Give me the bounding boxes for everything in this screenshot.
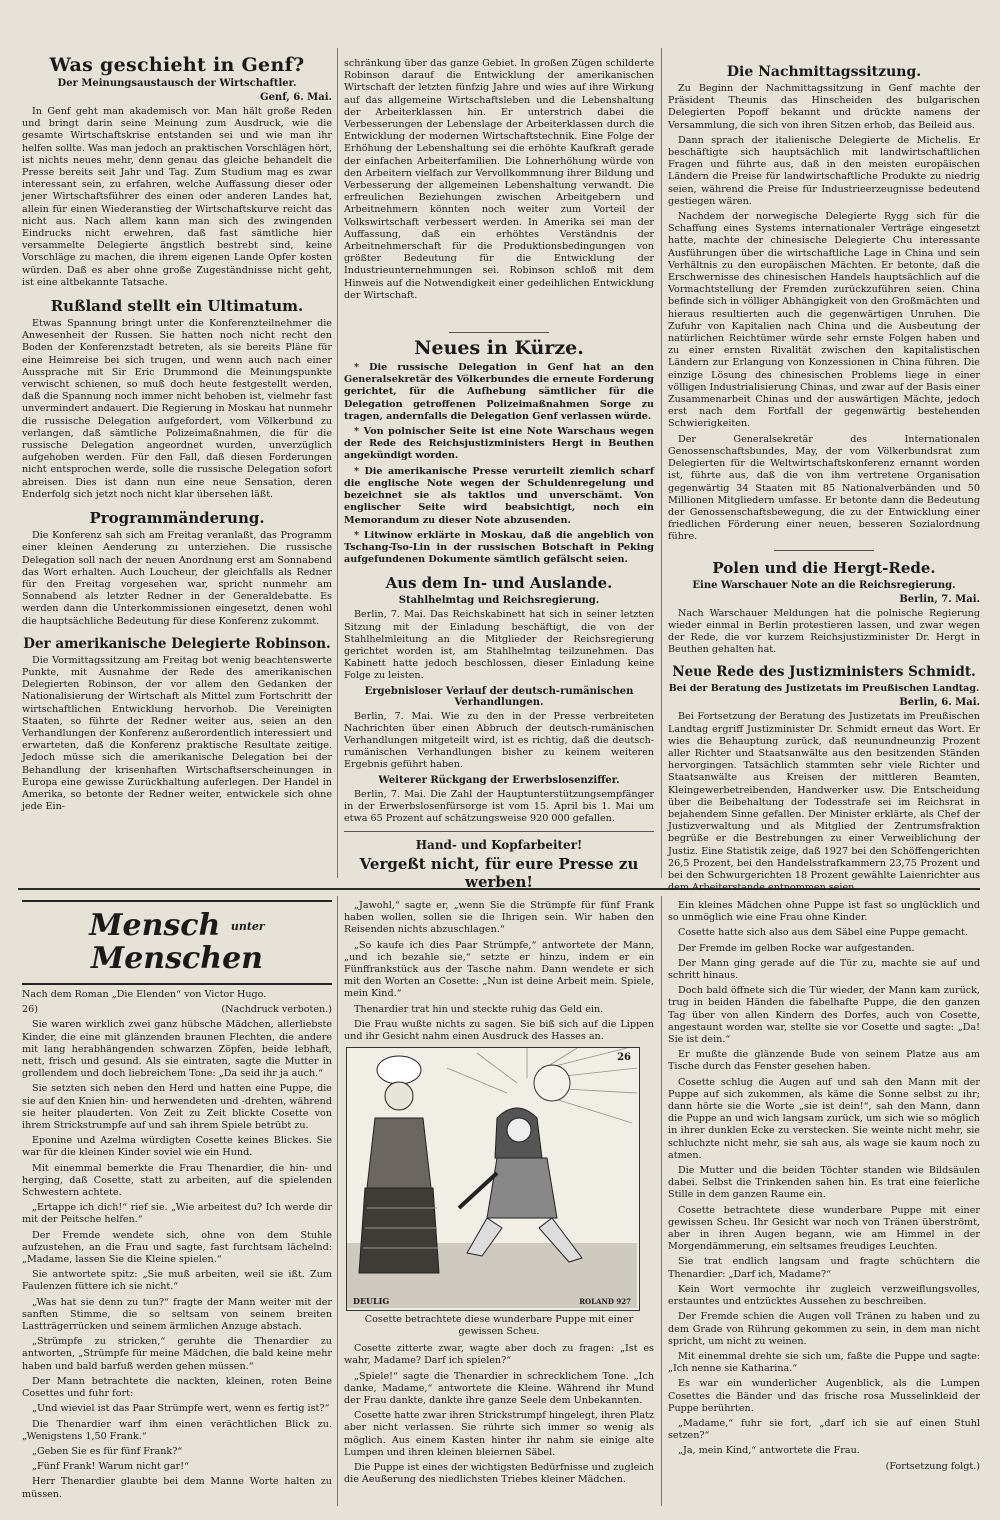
feuilleton-column-middle	[344, 900, 654, 1510]
news-item: * Von polnischer Seite ist eine Note Warschaus wegen der Rede des Reichsjustizministers Hergt in Beuthen angekündigt worden.	[344, 426, 654, 462]
paragraph: „Was hat sie denn zu tun?“ fragte der Mann weiter mit der sanften Stimme, die so seltsam von seinem breiten Lastträgerrücken und seinem ärmlichen Anzuge abstach.	[22, 1296, 332, 1333]
paragraph: Berlin, 7. Mai. Wie zu den in der Presse verbreiteten Nachrichten über einen Abbruch der deutsch-rumänischen Verhandlungen mitgeteilt wird, ist es richtig, daß die deutsch-rumänischen Verhandlungen bisher zu keinem weiteren Ergebnis geführt haben.	[344, 710, 654, 771]
installment-line	[22, 1004, 332, 1016]
article-column-middle	[344, 58, 654, 892]
paragraph: Der Mann betrachtete die nackten, kleinen, roten Beine Cosettes und fuhr fort:	[22, 1375, 332, 1400]
paragraph: „Geben Sie es für fünf Frank?“	[32, 1445, 183, 1457]
paragraph: Cosette schlug die Augen auf und sah den Mann mit der Puppe auf sich zukommen, als käme die Sonne selbst zu ihr; dann hörte sie die Worte „sie ist dein!“, sah den Mann, dann die Puppe an und wich langsam zurück, um sich wie so möglich in ihrer dunklen Ecke zu verstecken. Sie weinte nicht mehr, sie schluchzte nicht mehr, sie sah aus, als wage sie kaum noch zu atmen.	[668, 1076, 980, 1161]
story-text	[668, 900, 980, 1458]
section-heading: Rußland stellt ein Ultimatum.	[50, 297, 304, 316]
illustration-credit: DEULIG	[353, 1296, 390, 1307]
paragraph: Herr Thenardier glaubte bei dem Manne Worte halten zu müssen.	[22, 1476, 332, 1500]
section-heading: Neues in Kürze.	[414, 337, 584, 360]
subheading: Ergebnisloser Verlauf der deutsch-rumänischen Verhandlungen.	[364, 685, 634, 708]
paragraph: „Ertappe ich dich!“ rief sie. „Wie arbeitest du? Ich werde dir mit der Peitsche helfen.“	[22, 1202, 332, 1226]
paragraph: Die Puppe ist eines der wichtigsten Bedürfnisse und zugleich die Aeußerung des niedlichsten Triebes kleiner Mädchen.	[344, 1462, 654, 1486]
paragraph: Thenardier trat hin und steckte ruhig das Geld ein.	[354, 1003, 604, 1015]
paragraph: In Genf geht man akademisch vor. Man hält große Reden und bringt darin seine Meinung zum Ausdruck, wie die gesamte Wirtschaftskrise entstanden sei und wie man ihr helfen sollte. Was man jedoch an praktischen Vorschlägen hört, ist nichts neues mehr, denn genau das gleiche behandelt die Presse bereits seit Jahr und Tag. Zum Studium mag es zwar interessant sein, zu erfahren, welche Auffassung dieser oder jener Wirtschaftsführer des einen oder anderen Landes hat, allein für einen Wiederanstieg der Wirtschaftskurve reicht das nicht aus. Nach allem kann man sich des zwingenden Eindrucks nicht erwehren, daß fast sämtliche hier versammelte Delegierte ängstlich bestrebt sind, keine Vorschläge zu machen, die ihrem eigenen Lande Opfer kosten würden. Daß es aber ohne große Zugeständnisse nicht geht, ist eine altbekannte Tatsache.	[22, 106, 332, 288]
divider	[774, 550, 874, 551]
paragraph: Berlin, 7. Mai. Die Zahl der Hauptunterstützungsempfänger in der Erwerbslosenfürsorge ist vom 15. April bis 1. Mai um etwa 65 Prozent auf schätzungsweise 920 000 gefallen.	[344, 788, 654, 824]
column-rule	[337, 48, 338, 878]
paragraph: Der Fremde schien die Augen voll Tränen zu haben und zu dem Grade von Rührung gekommen zu sein, in dem man nicht spricht, um nicht zu weinen.	[668, 1311, 980, 1347]
doll-figure	[359, 1056, 439, 1273]
paragraph: Er mußte die glänzende Bude von seinem Platze aus am Tische durch das Fenster gesehen haben.	[668, 1049, 980, 1073]
article-title: Was geschieht in Genf?	[49, 54, 305, 76]
story-text	[22, 1019, 332, 1500]
paragraph: Dann sprach der italienische Delegierte de Michelis. Er beschäftigte sich hauptsächlich mit landwirtschaftlichen Fragen und führte aus, daß in den meisten europäischen Ländern die Preise für landwirtschaftliche Produkte zu niedrig seien, während die Preise für Industrieerzeugnisse bedeutend gestiegen wären.	[668, 134, 980, 207]
paragraph: Die Thenardier warf ihm einen verächtlichen Blick zu. „Wenigstens 1,50 Frank.“	[22, 1418, 332, 1442]
article-column-right	[668, 56, 980, 894]
subheading: Weiterer Rückgang der Erwerbslosenziffer.	[378, 774, 620, 786]
column-rule	[661, 48, 662, 878]
section-heading: Programmänderung.	[89, 509, 265, 528]
story-text	[344, 1343, 654, 1486]
paragraph: Cosette betrachtete diese wunderbare Puppe mit einer gewissen Scheu. Ihr Gesicht war noch von Tränen überströmt, aber in ihren Augen begann, wie am Himmel in der Morgendämmerung, ein seltsames freudiges Leuchten.	[668, 1204, 980, 1253]
illustration-caption: Cosette betrachtete diese wunderbare Puppe mit einer gewissen Scheu.	[364, 1314, 634, 1338]
subheading: Bei der Beratung des Justizetats im Preußischen Landtag.	[668, 683, 980, 695]
article-subtitle: Der Meinungsaustausch der Wirtschaftler.	[57, 78, 297, 89]
masthead-word: unter	[230, 920, 265, 933]
feuilleton-column-left	[22, 900, 332, 1510]
paragraph: Der Generalsekretär des Internationalen Genossenschaftsbundes, May, der vom Völkerbundsrat zum Delegierten für die Weltwirtschaftskonferenz ernannt worden ist, führte aus, daß die von ihm vertretene Organisation gegenwärtig 34 Staaten mit 85 Nationalverbänden und 50 Millionen Mitgliedern umfasse. Er betonte dann die Bedeutung der Genossenschaftsbewegung, die zu der Entwicklung einer friedlichen Förderung einer neuen, besseren Sozialordnung führe.	[668, 433, 980, 543]
section-heading: Polen und die Hergt-Rede.	[712, 558, 936, 577]
slogan-line: Vergeßt nicht, für eure Presse zu werben!	[359, 855, 639, 892]
divider	[344, 831, 654, 832]
paragraph: Etwas Spannung bringt unter die Konferenzteilnehmer die Anwesenheit der Russen. Sie hatten noch nicht recht den Boden der Konferenzstadt betreten, als sie bereits Pläne für eine Heimreise bei sich trugen, und wenn auch nach einer Aussprache mit Sir Eric Drummond die Meinungspunkte verwischt schienen, so muß doch heute festgestellt werden, daß die Spannung noch immer nicht behoben ist, vielmehr fast unvermindert andauert. Die Regierung in Moskau hat nunmehr die russische Delegation aufgefordert, vom Völkerbund zu verlangen, daß sämtliche Polizeimaßnahmen, die für die russische Delegation angeordnet wurden, unverzüglich aufgehoben werden. Für den Fall, daß diesen Forderungen nicht entsprochen werde, solle die russische Delegation sofort abreisen. Dies ist dann nun eine neue Sensation, deren Enderfolg sich jetzt noch nicht klar übersehen läßt.	[22, 318, 332, 500]
paragraph: Sie trat endlich langsam und fragte schüchtern die Thenardier: „Darf ich, Madame?“	[668, 1256, 980, 1280]
continuation-note: (Fortsetzung folgt.)	[885, 1460, 980, 1472]
paragraph: Cosette hatte sich also aus dem Säbel eine Puppe gemacht.	[678, 927, 969, 939]
paragraph: Nach Warschauer Meldungen hat die polnische Regierung wieder einmal in Berlin protestieren lassen, und zwar wegen der Rede, die vor kurzem Reichsjustizminister Dr. Hergt in Beuthen gehalten hat.	[668, 607, 980, 656]
news-item: * Litwinow erklärte in Moskau, daß die angeblich von Tschang-Tso-Lin in der russischen Botschaft in Peking aufgefundenen Dokumente sämtlich gefälscht seien.	[344, 529, 654, 566]
paragraph: schränkung über das ganze Gebiet. In großen Zügen schilderte Robinson darauf die Entwicklung der amerikanischen Wirtschaft der letzten fünfzig Jahre und wies auf ihre Wirkung auf das allgemeine Wirtschaftsleben und die Lebenshaltung der Arbeiterklassen hin. Er unterstrich dabei die Verbesserungen der Lebenslage der Arbeiterklassen durch die Entwicklung der modernen Wirtschaftstechnik. Eine Folge der Erhöhung der Lebenshaltung sei die erhöhte Kaufkraft gerade der einfachen Arbeiterfamilien. Die Lohnerhöhung würde von den Arbeitern vielfach zur Vervollkommnung ihrer Bildung und Verbesserung der allgemeinen Lebenshaltung verwandt. Die erfreulichen Beziehungen zwischen Arbeitgebern und Arbeitnehmern könnten noch weiter zum Vorteil der Volkswirtschaft verbessert werden. In Amerika sei man der Auffassung, daß ein erhöhtes Verständnis der Arbeitnehmerschaft für die Produktionsbedingungen von größter Bedeutung für die Entwicklung der Industrieunternehmungen sei. Robinson schloß mit dem Hinweis auf die Notwendigkeit einer gedeihlichen Entwicklung der Wirtschaft.	[344, 58, 654, 301]
paragraph: Doch bald öffnete sich die Tür wieder, der Mann kam zurück, trug in beiden Händen die fabelhafte Puppe, die den ganzen Tag über von allen Kindern des Dorfes, auch von Cosette, angestaunt worden war, stellte sie vor Cosette und sagte: „Da! Sie ist dein.“	[668, 985, 980, 1046]
feuilleton-column-right	[668, 900, 980, 1510]
paragraph: Bei Fortsetzung der Beratung des Justizetats im Preußischen Landtag ergriff Justizminister Dr. Schmidt erneut das Wort. Er wies die Behauptung zurück, daß neunundneunzig Prozent aller Richter und Staatsanwälte aus den besitzenden Ständen hervorgingen. Tatsächlich stammten sehr viele Richter und Staatsanwälte aus Kreisen der mittleren Beamten, Kleingewerbetreibenden, Handwerker usw. Die Entscheidung über die Beibehaltung der Todesstrafe sei im Reichsrat in bejahendem Sinne gefallen. Der Minister erklärte, als Chef der Justizverwaltung und als Mitglied der Zentrumsfraktion begrüße er die Bestrebungen zu einer Verweiblichung der Justiz. Eine Statistik zeige, daß 1927 bei den Schöffengerichten 26,5 Prozent, bei den Handelsstrafkammern 23,75 Prozent und bei den Schwurgerichten 18 Prozent gewählte Laienrichter aus dem Arbeiterstande entnommen seien.	[668, 711, 980, 894]
installment-number: 26)	[22, 1004, 38, 1016]
paragraph: Die Frau wußte nichts zu sagen. Sie biß sich auf die Lippen und ihr Gesicht nahm einen Ausdruck des Hasses an.	[344, 1018, 654, 1043]
paragraph: Zu Beginn der Nachmittagssitzung in Genf machte der Präsident Theunis das Hinscheiden des bulgarischen Delegierten Popoff bekannt und drückte namens der Versammlung, die sich von ihren Sitzen erhob, das Beileid aus.	[668, 83, 980, 131]
paragraph: „So kaufe ich dies Paar Strümpfe,“ antwortete der Mann, „und ich bezahle sie,“ setzte er hinzu, indem er ein Fünffrankstück aus der Tasche nahm. Dann wendete er sich mit den Worten an Cosette: „Nun ist deine Arbeit mein. Spiele, mein Kind.“	[344, 939, 654, 1000]
paragraph: Cosette hatte zwar ihren Strickstrumpf hingelegt, ihren Platz aber nicht verlassen. Sie rührte sich immer so wenig als möglich. Aus einem Kasten hinter ihr nahm sie einige alte Lumpen und ihren kleinen bleiernen Säbel.	[344, 1410, 654, 1458]
girl-figure	[459, 1108, 582, 1262]
news-item: * Die amerikanische Presse verurteilt ziemlich scharf die englische Note wegen der Schuldenregelung und bezeichnet sie als taktlos und unverschämt. Von englischer Seite wird beabsichtigt, noch ein Memorandum zu dieser Note abzusenden.	[344, 465, 654, 526]
paragraph: „Fünf Frank! Warum nicht gar!“	[32, 1461, 190, 1473]
paragraph: Die Vormittagssitzung am Freitag bot wenig beachtenswerte Punkte, mit Ausnahme der Rede des amerikanischen Delegierten Robinson, der vor allem den Gedanken der Nationalisierung der Wirtschaft als Mittel zum Fortschritt der wirtschaftlichen Entwicklung hervorhob. Die Vereinigten Staaten, so führte der Redner weiter aus, seien an den Verhandlungen der Konferenz außerordentlich interessiert und erwarteten, daß die Konferenz praktische Resultate zeitige. Jedoch müsse sich die amerikanische Delegation bei der Behandlung der krisenhaften Wirtschaftserscheinungen in Europa eine gewisse Zurückhaltung auferlegen. Der Handel in Amerika, so betonte der Redner weiter, entwickele sich ohne jede Ein-	[22, 654, 332, 813]
dateline: Genf, 6. Mai.	[260, 92, 332, 103]
dateline: Berlin, 6. Mai.	[899, 697, 980, 709]
paragraph: Die Konferenz sah sich am Freitag veranlaßt, das Programm einer kleinen Aenderung zu unterziehen. Die russische Delegation soll nach der neuen Anordnung erst am Sonnabend das Wort erhalten. Auch Loucheur, der gleichfalls als Redner für den Freitag vorgesehen war, spricht nunmehr am Sonnabend als letzter Redner in der Generaldebatte. Es werden dann die Unterkommissionen eingesetzt, denen wohl die hauptsächliche Bedeutung für diese Konferenz zukommt.	[22, 530, 332, 627]
illustration	[346, 1047, 640, 1311]
paragraph: „Spiele!“ sagte die Thenardier in schrecklichem Tone. „Ich danke, Madame,“ antwortete die Kleine. Während ihr Mund der Frau dankte, dankte ihre ganze Seele dem Unbekannten.	[344, 1370, 654, 1407]
illustration-number: 26	[617, 1052, 631, 1064]
masthead-word: Mensch	[89, 908, 221, 943]
section-heading: Die Nachmittagssitzung.	[726, 64, 922, 80]
paragraph: Berlin, 7. Mai. Das Reichskabinett hat sich in seiner letzten Sitzung mit der Einladung beschäftigt, die von der Stahlhelmleitung an die Mitglieder der Reichsregierung gerichtet worden ist, am Stahlhelmtag teilzunehmen. Das Kabinett hatte jedoch beschlossen, dieser Einladung keine Folge zu leisten.	[344, 609, 654, 682]
paragraph: Sie setzten sich neben den Herd und hatten eine Puppe, die sie auf den Knien hin- und herwendeten und -drehten, während sie heiter plauderten. Von Zeit zu Zeit blickte Cosette von ihrem Strickstrumpfe auf und sah ihrem Spiele betrübt zu.	[22, 1083, 332, 1132]
paragraph: Ein kleines Mädchen ohne Puppe ist fast so unglücklich und so unmöglich wie eine Frau ohne Kinder.	[668, 900, 980, 924]
illustration-signature: ROLAND 927	[579, 1297, 631, 1307]
paragraph: Nachdem der norwegische Delegierte Rygg sich für die Schaffung eines Systems internationaler Verträge eingesetzt hatte, machte der chinesische Delegierte Chu interessante Ausführungen über die wirtschaftliche Lage in China und sein Verhältnis zu den europäischen Mächten. Er betonte, daß die Erschwernisse des chinesischen Handels hauptsächlich auf die Vormachtstellung der Fremden zurückzuführen seien. China befinde sich in völliger Abhängigkeit von den Großmächten und hieraus resultierten auch die gegenwärtigen Unruhen. Die Zufuhr von Kapitalien nach China und die Ausbeutung der natürlichen Reichtümer würde sehr ernste Folgen haben und zu einer ernsten Rivalität zwischen den kapitalistischen Ländern zur Erlangung von Konzessionen in China führen. Die einzige Lösung des chinesischen Problems liege in einer völligen Industrialisierung Chinas, und zwar auf der Basis einer Zusammenarbeit Chinas und der auswärtigen Mächte, jedoch erst nach dem Fortfall der gegenwärtig bestehenden Schwierigkeiten.	[668, 211, 980, 430]
subheading: Eine Warschauer Note an die Reichsregierung.	[692, 579, 956, 591]
slogan-line: Hand- und Kopfarbeiter!	[415, 838, 583, 853]
illustration-drawing	[347, 1048, 637, 1308]
paragraph: „Strümpfe zu stricken,“ geruhte die Thenardier zu antworten, „Strümpfe für meine Mädchen, die bald keine mehr haben und bald barfuß werden gehen müssen.“	[22, 1336, 332, 1372]
section-heading: Der amerikanische Delegierte Robinson.	[23, 635, 331, 652]
byline: Nach dem Roman „Die Elenden“ von Victor Hugo.	[22, 989, 267, 1000]
paragraph: Sie antwortete spitz: „Sie muß arbeiten, weil sie ißt. Zum Faulenzen füttere ich sie nicht.“	[22, 1269, 332, 1293]
paragraph: Mit einemmal drehte sie sich um, faßte die Puppe und sagte: „Ich nenne sie Katharina.“	[668, 1350, 980, 1375]
news-item: * Die russische Delegation in Genf hat an den Generalsekretär des Völkerbundes die erneute Forderung gerichtet, für die Aufhebung sämtlicher für die Delegation getroffenen Polizeimaßnahmen Sorge zu tragen, andernfalls die Delegation Genf verlassen würde.	[344, 362, 654, 422]
reprint-note: (Nachdruck verboten.)	[221, 1004, 332, 1016]
divider	[449, 332, 549, 333]
slogan	[344, 838, 654, 891]
paragraph: Cosette zitterte zwar, wagte aber doch zu fragen: „Ist es wahr, Madame? Darf ich spielen?“	[344, 1343, 654, 1367]
paragraph: Sie waren wirklich zwei ganz hübsche Mädchen, allerliebste Kinder, die eine mit glänzenden braunen Flechten, die andere mit lang herabhängenden schwarzen Zöpfen, beide lebhaft, nett, frisch und gesund. Als sie eintraten, sagte die Mutter in grollendem und doch liebreichem Tone: „Da seid ihr ja auch.“	[22, 1019, 332, 1080]
paragraph: „Madame,“ fuhr sie fort, „darf ich sie auf einen Stuhl setzen?“	[668, 1417, 980, 1442]
column-rule	[337, 896, 338, 1506]
dateline: Berlin, 7. Mai.	[899, 593, 980, 605]
paragraph: „Und wieviel ist das Paar Strümpfe wert, wenn es fertig ist?“	[32, 1403, 330, 1415]
paragraph: „Ja, mein Kind,“ antwortete die Frau.	[678, 1445, 860, 1457]
section-heading: Neue Rede des Justizministers Schmidt.	[672, 664, 976, 681]
paragraph: Der Fremde im gelben Rocke war aufgestanden.	[678, 942, 915, 954]
paragraph: Mit einemmal bemerkte die Frau Thenardier, die hin- und herging, daß Cosette, statt zu arbeiten, auf die spielenden Schwestern achtete.	[22, 1162, 332, 1199]
subheading: Stahlhelmtag und Reichsregierung.	[398, 595, 600, 607]
feuilleton-masthead	[22, 900, 332, 985]
paragraph: Der Fremde wendete sich, ohne von dem Stuhle aufzustehen, an die Frau und sagte, fast furchtsam lächelnd: „Madame, lassen Sie die Kleine spielen.“	[22, 1229, 332, 1266]
paragraph: Es war ein wunderlicher Augenblick, als die Lumpen Cosettes die Bänder und das frische rosa Musselinkleid der Puppe berührten.	[668, 1378, 980, 1414]
paragraph: Der Mann ging gerade auf die Tür zu, machte sie auf und schritt hinaus.	[668, 957, 980, 982]
article-genf	[22, 48, 332, 883]
masthead-word: Menschen	[91, 941, 263, 976]
paragraph: Eponine und Azelma würdigten Cosette keines Blickes. Sie war für die kleinen Kinder soviel wie ein Hund.	[22, 1135, 332, 1159]
paragraph: „Jawohl,“ sagte er, „wenn Sie die Strümpfe für fünf Frank haben wollen, sollen sie die Ihrigen sein. Wir haben den Reisenden nichts abzuschlagen.“	[344, 900, 654, 936]
story-text	[344, 900, 654, 1043]
column-rule	[661, 896, 662, 1506]
paragraph: Kein Wort vermochte ihr zugleich verzweiflungsvolles, erstauntes und entzücktes Aussehen zu beschreiben.	[668, 1283, 980, 1308]
paragraph: Die Mutter und die beiden Töchter standen wie Bildsäulen dabei. Selbst die Trinkenden sahen hin. Es trat eine feierliche Stille in dem ganzen Raume ein.	[668, 1165, 980, 1201]
section-heading: Aus dem In- und Auslande.	[385, 574, 613, 593]
